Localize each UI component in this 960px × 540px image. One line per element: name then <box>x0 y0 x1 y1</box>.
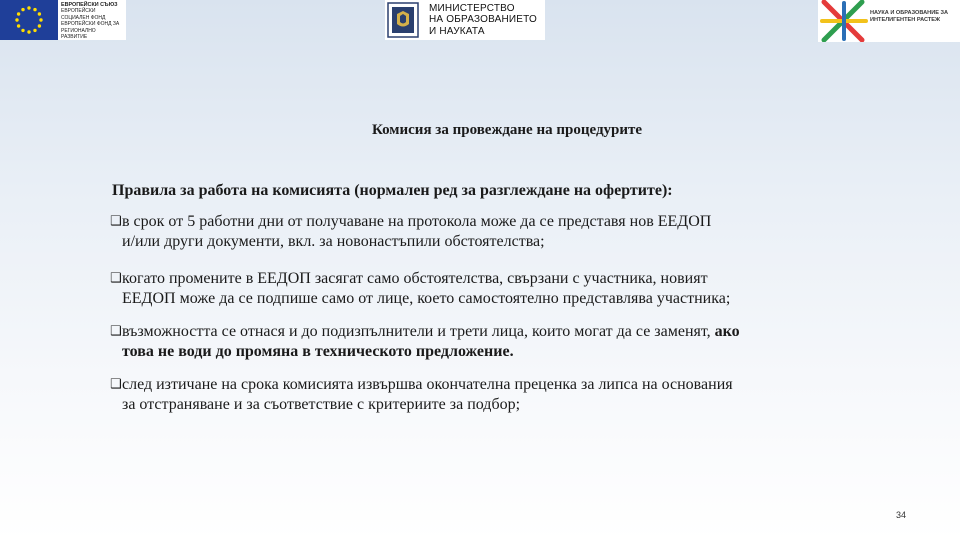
ministry-logo <box>385 0 545 40</box>
rule-item <box>110 269 910 309</box>
bullet-icon: ❑ <box>110 324 122 339</box>
programme-logo-line: НАУКА И ОБРАЗОВАНИЕ ЗА <box>870 10 949 16</box>
eu-logo-line: СОЦИАЛЕН ФОНД <box>61 14 106 21</box>
ministry-logo-text <box>429 3 537 38</box>
page-number: 34 <box>895 510 906 520</box>
rule-line-bold: това не води до промяна в техническото предложение. <box>122 343 514 360</box>
programme-logo <box>818 0 960 42</box>
eu-logo-line: ЕВРОПЕЙСКИ <box>61 8 96 15</box>
rule-line: в срок от 5 работни дни от получаване на протокола може да се представя нов ЕЕДОП <box>122 213 712 230</box>
eu-logo-line: ЕВРОПЕЙСКИ СЪЮЗ <box>61 2 118 8</box>
slide-title: Комисия за провеждане на процедурите <box>371 122 643 138</box>
programme-logo-text <box>870 10 960 24</box>
rule-text: възможността се отнася и до подизпълнители и трети лица, които могат да се заменят, <box>122 323 711 340</box>
rule-line: когато промените в ЕЕДОП засягат само обстоятелства, свързани с участника, новият <box>122 270 708 287</box>
ministry-logo-line: НА ОБРАЗОВАНИЕТО <box>429 14 537 26</box>
rule-item <box>110 322 910 362</box>
ministry-logo-line: МИНИСТЕРСТВО <box>429 2 515 14</box>
rule-line: за отстраняване и за съответствие с критериите за подбор; <box>122 396 521 413</box>
rule-line: след изтичане на срока комисията извършва окончателна преценка за липса на основания <box>122 376 733 393</box>
rule-text-bold: ако <box>710 323 740 340</box>
rule-line: и/или други документи, вкл. за новонастъпили обстоятелства; <box>122 233 545 250</box>
eu-flag-icon <box>0 0 58 40</box>
eu-logo <box>0 0 126 40</box>
logo-bar <box>0 0 960 44</box>
programme-emblem-icon <box>818 0 870 42</box>
rule-line <box>110 322 910 342</box>
bullet-icon: ❑ <box>110 271 122 286</box>
ministry-emblem-icon <box>387 2 419 38</box>
eu-logo-line: ЕВРОПЕЙСКИ ФОНД ЗА <box>61 21 120 28</box>
rule-line: ЕЕДОП може да се подпише само от лице, което самостоятелно представлява участника; <box>122 290 731 307</box>
ministry-logo-line: И НАУКАТА <box>429 25 485 37</box>
rule-item <box>110 375 910 415</box>
bullet-icon: ❑ <box>110 377 122 392</box>
rule-item <box>110 212 910 252</box>
bullet-icon: ❑ <box>110 214 122 229</box>
eu-logo-text <box>58 0 126 40</box>
eu-logo-line: РЕГИОНАЛНО РАЗВИТИЕ <box>61 27 96 40</box>
rules-heading: Правила за работа на комисията (нормален ред за разглеждане на офертите): <box>112 182 673 199</box>
programme-logo-line: ИНТЕЛИГЕНТЕН РАСТЕЖ <box>870 17 941 23</box>
